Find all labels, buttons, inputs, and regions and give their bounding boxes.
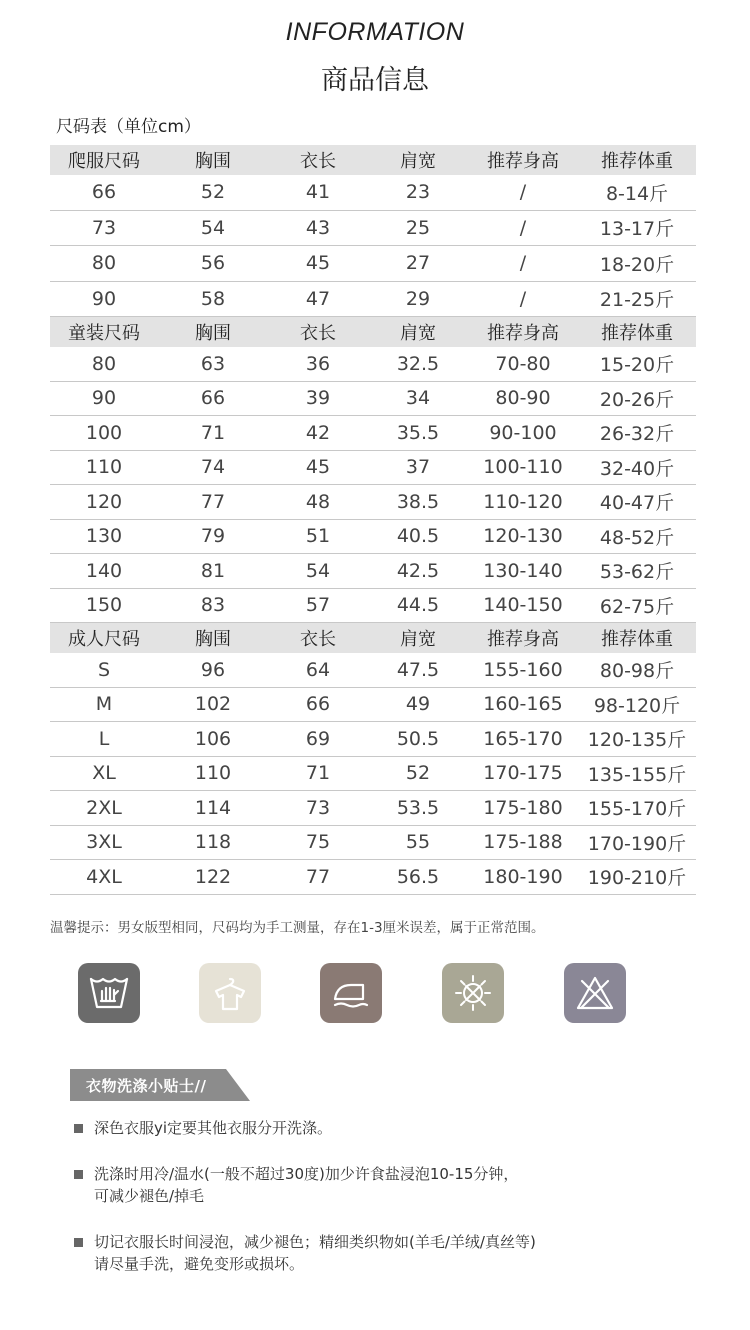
table-cell: 80 (91, 252, 117, 275)
tips-banner (70, 1069, 250, 1101)
header-cell: 肩宽 (400, 629, 436, 650)
table-row (50, 757, 696, 792)
table-cell: 42.5 (396, 559, 440, 582)
table-cell: 8-14斤 (605, 182, 669, 205)
table-cell: 62-75斤 (599, 595, 675, 618)
header-cell: 衣长 (300, 629, 336, 650)
table-cell: 90-100 (489, 421, 557, 444)
table-cell: 54 (305, 559, 331, 582)
table-cell: 73 (305, 796, 331, 819)
table-cell: 53.5 (396, 796, 440, 819)
header-cell: 童装尺码 (68, 323, 140, 344)
table-row (50, 382, 696, 417)
table-cell: 135-155斤 (587, 763, 687, 786)
table-cell: 66 (305, 693, 331, 716)
header-cell: 推荐身高 (487, 151, 559, 172)
table-cell: 81 (200, 559, 226, 582)
table-cell: 40-47斤 (599, 492, 675, 515)
table-cell: 80-98斤 (599, 660, 675, 683)
table-cell: 71 (305, 762, 331, 785)
table-row (50, 653, 696, 688)
table-cell: 140-150 (483, 594, 563, 617)
table-cell: 175-188 (483, 831, 563, 854)
table-cell: 106 (194, 727, 232, 750)
table-cell: 90 (91, 287, 117, 310)
table-cell: / (519, 181, 527, 204)
no-bleach-icon (564, 963, 626, 1023)
header-cell: 胸围 (195, 151, 231, 172)
table-cell: 32-40斤 (599, 457, 675, 480)
header-cell: 肩宽 (400, 323, 436, 344)
measurement-notice: 温馨提示：男女版型相同，尺码均为手工测量，存在1-3厘米误差，属于正常范围。 (50, 920, 545, 936)
table-cell: 90 (91, 387, 117, 410)
table-row (50, 416, 696, 451)
table-cell: 80-90 (495, 387, 551, 410)
bullet-square (74, 1238, 83, 1247)
header-cell: 衣长 (300, 151, 336, 172)
table-cell: 38.5 (396, 490, 440, 513)
table-cell: 118 (194, 831, 232, 854)
table-cell: 53-62斤 (599, 561, 675, 584)
table-cell: 110-120 (483, 490, 563, 513)
table-cell: 21-25斤 (599, 289, 675, 312)
size-table (50, 145, 696, 895)
table-cell: 48-52斤 (599, 526, 675, 549)
header-cell: 肩宽 (400, 151, 436, 172)
header-cell: 胸围 (195, 629, 231, 650)
table-row (50, 246, 696, 282)
table-cell: 54 (200, 216, 226, 239)
table-cell: 100-110 (483, 456, 563, 479)
table-section-header (50, 145, 696, 175)
table-row (50, 688, 696, 723)
table-cell: 49 (405, 693, 431, 716)
table-cell: 83 (200, 594, 226, 617)
tips-title: 衣物洗涤小贴士// (86, 1077, 207, 1095)
header-cell: 衣长 (300, 323, 336, 344)
table-cell: 102 (194, 693, 232, 716)
no-sun-icon (442, 963, 504, 1023)
table-cell: 175-180 (483, 796, 563, 819)
table-cell: 122 (194, 865, 232, 888)
table-section-header (50, 623, 696, 653)
table-row (50, 520, 696, 555)
header-cell: 推荐身高 (487, 323, 559, 344)
table-cell: 37 (405, 456, 431, 479)
table-cell: 36 (305, 352, 331, 375)
table-cell: M (95, 693, 113, 716)
table-cell: 45 (305, 456, 331, 479)
table-cell: 4XL (86, 865, 122, 888)
table-row (50, 485, 696, 520)
table-cell: 77 (305, 865, 331, 888)
table-cell: 51 (305, 525, 331, 548)
table-cell: 165-170 (483, 727, 563, 750)
table-cell: 41 (305, 181, 331, 204)
tip-text: 洗涤时用冷/温水(一般不超过30度)加少许食盐浸泡10-15分钟， 可减少褪色/掉毛 (94, 1165, 519, 1205)
title-chinese: 商品信息 (321, 65, 429, 96)
table-row (50, 211, 696, 247)
table-cell: 80 (91, 352, 117, 375)
table-cell: 52 (200, 181, 226, 204)
table-cell: 27 (405, 252, 431, 275)
table-row (50, 175, 696, 211)
table-cell: 96 (200, 658, 226, 681)
table-cell: 114 (194, 796, 232, 819)
iron-icon (320, 963, 382, 1023)
table-cell: 56.5 (396, 865, 440, 888)
table-section-header (50, 317, 696, 347)
table-cell: 3XL (86, 831, 122, 854)
table-row (50, 554, 696, 589)
table-cell: / (519, 287, 527, 310)
table-cell: 120 (85, 490, 123, 513)
table-cell: 15-20斤 (599, 354, 675, 377)
header-cell: 成人尺码 (68, 629, 140, 650)
header-cell: 推荐身高 (487, 629, 559, 650)
table-cell: 69 (305, 727, 331, 750)
table-cell: L (98, 727, 110, 750)
table-cell: 13-17斤 (599, 218, 675, 241)
table-row (50, 589, 696, 624)
table-cell: 23 (405, 181, 431, 204)
table-cell: 47.5 (396, 658, 440, 681)
table-cell: 155-170斤 (587, 798, 687, 821)
table-cell: 43 (305, 216, 331, 239)
table-cell: 45 (305, 252, 331, 275)
table-row (50, 826, 696, 861)
table-cell: 40.5 (396, 525, 440, 548)
table-cell: 25 (405, 216, 431, 239)
table-cell: 58 (200, 287, 226, 310)
table-cell: 120-130 (483, 525, 563, 548)
header-cell: 胸围 (195, 323, 231, 344)
table-cell: / (519, 252, 527, 275)
tip-text: 切记衣服长时间浸泡，减少褪色；精细类织物如(羊毛/羊绒/真丝等) 请尽量手洗，避免变形或损坏。 (94, 1233, 536, 1273)
table-row (50, 347, 696, 382)
size-table-label: 尺码表（单位cm） (56, 117, 201, 137)
header-cell: 推荐体重 (601, 629, 673, 650)
table-cell: 66 (200, 387, 226, 410)
table-cell: / (519, 216, 527, 239)
table-cell: 130-140 (483, 559, 563, 582)
table-cell: 48 (305, 490, 331, 513)
table-cell: S (97, 658, 111, 681)
bullet-square (74, 1124, 83, 1133)
table-cell: 39 (305, 387, 331, 410)
table-cell: 56 (200, 252, 226, 275)
header-cell: 推荐体重 (601, 323, 673, 344)
header-cell: 推荐体重 (601, 151, 673, 172)
table-cell: 170-190斤 (587, 832, 687, 855)
table-cell: 190-210斤 (587, 867, 687, 890)
table-cell: 140 (85, 559, 123, 582)
table-cell: XL (92, 762, 116, 785)
title-english: INFORMATION (285, 18, 465, 46)
table-cell: 55 (405, 831, 431, 854)
table-cell: 50.5 (396, 727, 440, 750)
table-cell: 64 (305, 658, 331, 681)
table-cell: 110 (85, 456, 123, 479)
table-cell: 75 (305, 831, 331, 854)
table-cell: 110 (194, 762, 232, 785)
hang-dry-icon (199, 963, 261, 1023)
table-cell: 63 (200, 352, 226, 375)
table-cell: 20-26斤 (599, 388, 675, 411)
table-cell: 70-80 (495, 352, 551, 375)
table-cell: 79 (200, 525, 226, 548)
table-row (50, 722, 696, 757)
table-cell: 73 (91, 216, 117, 239)
table-cell: 98-120斤 (593, 694, 681, 717)
table-cell: 71 (200, 421, 226, 444)
table-cell: 44.5 (396, 594, 440, 617)
tip-text: 深色衣服yi定要其他衣服分开洗涤。 (94, 1119, 333, 1137)
table-row (50, 860, 696, 895)
table-cell: 160-165 (483, 693, 563, 716)
table-cell: 57 (305, 594, 331, 617)
table-cell: 77 (200, 490, 226, 513)
table-cell: 26-32斤 (599, 423, 675, 446)
table-row (50, 451, 696, 486)
table-cell: 170-175 (483, 762, 563, 785)
table-cell: 52 (405, 762, 431, 785)
table-cell: 120-135斤 (587, 729, 687, 752)
table-cell: 34 (405, 387, 431, 410)
table-cell: 2XL (86, 796, 122, 819)
header-cell: 爬服尺码 (68, 151, 140, 172)
bullet-square (74, 1170, 83, 1179)
hand-wash-icon (78, 963, 140, 1023)
table-row (50, 791, 696, 826)
table-cell: 180-190 (483, 865, 563, 888)
table-cell: 66 (91, 181, 117, 204)
table-cell: 35.5 (396, 421, 440, 444)
table-cell: 150 (85, 594, 123, 617)
table-cell: 100 (85, 421, 123, 444)
table-cell: 18-20斤 (599, 253, 675, 276)
table-cell: 130 (85, 525, 123, 548)
table-cell: 47 (305, 287, 331, 310)
table-cell: 29 (405, 287, 431, 310)
table-cell: 42 (305, 421, 331, 444)
table-cell: 155-160 (483, 658, 563, 681)
table-cell: 32.5 (396, 352, 440, 375)
table-row (50, 282, 696, 318)
table-cell: 74 (200, 456, 226, 479)
